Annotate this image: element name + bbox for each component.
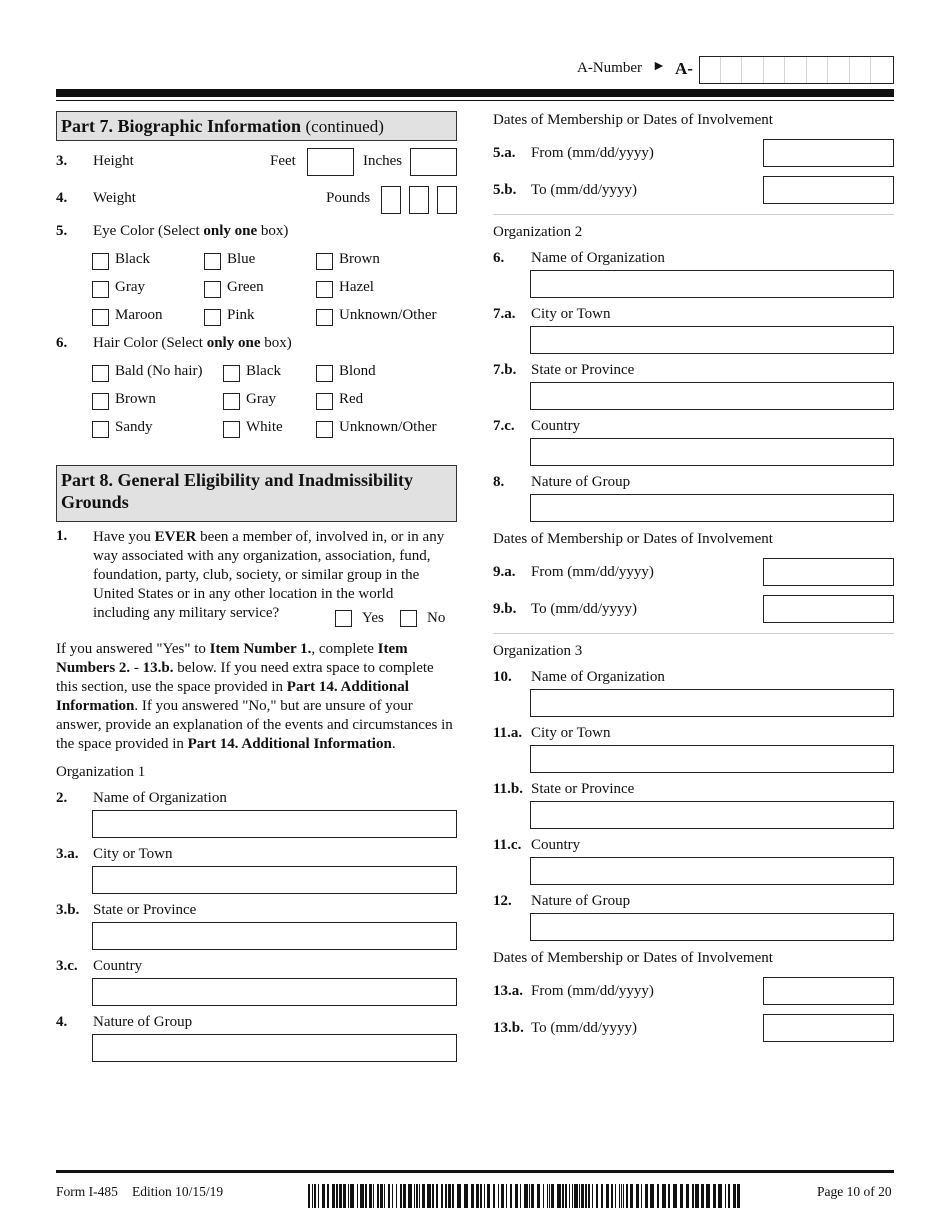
option-label: Blue [227,251,256,267]
org3-state-input[interactable] [530,801,894,829]
item-number: 13.a. [493,983,523,999]
option-label: Brown [339,251,380,267]
option-label: Red [339,391,364,407]
option-label: Bald (No hair) [115,363,203,379]
org3-from-date-input[interactable] [763,977,894,1005]
divider [493,214,894,215]
eye-pink-checkbox[interactable] [204,309,221,326]
org3-nature-input[interactable] [530,913,894,941]
membership-yes-checkbox[interactable] [335,610,352,627]
item-number: 2. [56,790,68,806]
option-label: White [246,419,283,435]
org3-city-input[interactable] [530,745,894,773]
org2-from-label: From (mm/dd/yyyy) [531,564,654,580]
org1-state-label: State or Province [93,902,197,918]
inches-label: Inches [363,153,403,169]
org1-country-label: Country [93,958,143,974]
org3-state-label: State or Province [531,781,635,797]
eye-black-checkbox[interactable] [92,253,109,270]
a-number-input[interactable] [699,56,894,84]
item-number: 3.c. [56,958,78,974]
org3-heading: Organization 3 [493,643,583,659]
org3-name-label: Name of Organization [531,669,665,685]
hair-bald-checkbox[interactable] [92,365,109,382]
item-number: 11.b. [493,781,524,797]
item-number: 1. [56,528,68,544]
form-edition: Edition 10/15/19 [132,1184,224,1199]
barcode-graphic [308,1184,742,1208]
membership-question: Have you EVER been a member of, involved in, or in any way associated with any organization, association, fund, foundation, party, club, society, or similar group in the United States or in any other location in the world including any military service? [93,529,445,621]
option-label: Gray [246,391,276,407]
item-number: 9.a. [493,564,516,580]
item-number: 6. [56,335,68,351]
option-label: Gray [115,279,145,295]
header-rule [56,89,894,97]
item-number: 5.b. [493,182,517,198]
item-number: 8. [493,474,505,490]
eye-brown-checkbox[interactable] [316,253,333,270]
option-label: Unknown/Other [339,307,437,323]
org1-state-input[interactable] [92,922,457,950]
org1-city-input[interactable] [92,866,457,894]
item-number: 5. [56,223,68,239]
org3-name-input[interactable] [530,689,894,717]
org3-dates-heading: Dates of Membership or Dates of Involvement [493,950,773,966]
a-number-prefix: A- [675,59,693,78]
org3-country-input[interactable] [530,857,894,885]
hair-black-checkbox[interactable] [223,365,240,382]
org1-from-label: From (mm/dd/yyyy) [531,145,654,161]
item-number: 11.a. [493,725,523,741]
item-number: 4. [56,1014,68,1030]
eye-maroon-checkbox[interactable] [92,309,109,326]
org1-to-label: To (mm/dd/yyyy) [531,182,638,198]
weight-digit-2-input[interactable] [409,186,429,214]
org3-from-label: From (mm/dd/yyyy) [531,983,654,999]
item-number: 6. [493,250,505,266]
org2-city-label: City or Town [531,306,611,322]
org2-city-input[interactable] [530,326,894,354]
org1-name-label: Name of Organization [93,790,227,806]
org1-nature-label: Nature of Group [93,1014,193,1030]
weight-digit-1-input[interactable] [381,186,401,214]
hair-red-checkbox[interactable] [316,393,333,410]
option-label: Sandy [115,419,153,435]
item-number: 13.b. [493,1020,524,1036]
hair-color-label: Hair Color (Select only one box) [93,335,292,351]
eye-color-label: Eye Color (Select only one box) [93,223,289,239]
item-number: 3.b. [56,902,80,918]
org3-nature-label: Nature of Group [531,893,631,909]
hair-blond-checkbox[interactable] [316,365,333,382]
weight-label: Weight [93,190,136,206]
org1-nature-input[interactable] [92,1034,457,1062]
instructions-paragraph: If you answered "Yes" to Item Number 1., complete Item Numbers 2. - 13.b. below. If you need extra space to complete this section, use the space provided in Part 14. Additional Information. If you answered "No," but are unsure of your answer, provide an explanation of the events and circumstances in the space provided in Part 14. Additional Information. [56,641,453,752]
weight-digit-3-input[interactable] [437,186,457,214]
page-number: Page 10 of 20 [817,1184,892,1199]
org2-to-date-input[interactable] [763,595,894,623]
org1-heading: Organization 1 [56,764,146,780]
height-label: Height [93,153,134,169]
option-label: Black [115,251,150,267]
org2-dates-heading: Dates of Membership or Dates of Involvement [493,531,773,547]
option-label: Brown [115,391,156,407]
part8-heading: Part 8. General Eligibility and Inadmissibility Grounds [56,465,457,522]
eye-unknown-checkbox[interactable] [316,309,333,326]
header-rule-thin [56,100,894,101]
hair-gray-checkbox[interactable] [223,393,240,410]
hair-unknown-checkbox[interactable] [316,421,333,438]
height-feet-input[interactable] [307,148,354,176]
yes-label: Yes [362,610,384,626]
org2-heading: Organization 2 [493,224,583,240]
option-label: Unknown/Other [339,419,437,435]
org1-name-input[interactable] [92,810,457,838]
part7-heading: Part 7. Biographic Information (continued) [56,111,457,141]
org3-city-label: City or Town [531,725,611,741]
org2-nature-label: Nature of Group [531,474,631,490]
feet-label: Feet [270,153,296,169]
option-label: Black [246,363,281,379]
org1-from-date-input[interactable] [763,139,894,167]
item-number: 3.a. [56,846,79,862]
option-label: Maroon [115,307,163,323]
divider [493,633,894,634]
org1-to-date-input[interactable] [763,176,894,204]
a-number-label: A-Number [577,60,642,76]
form-number: Form I-485 [56,1184,118,1199]
org2-country-label: Country [531,418,581,434]
eye-green-checkbox[interactable] [204,281,221,298]
org1-country-input[interactable] [92,978,457,1006]
item-number: 10. [493,669,512,685]
org2-state-label: State or Province [531,362,635,378]
option-label: Hazel [339,279,374,295]
eye-gray-checkbox[interactable] [92,281,109,298]
item-number: 3. [56,153,68,169]
item-number: 4. [56,190,68,206]
item-number: 7.a. [493,306,516,322]
org2-country-input[interactable] [530,438,894,466]
no-label: No [427,610,446,626]
org2-nature-input[interactable] [530,494,894,522]
item-number: 9.b. [493,601,517,617]
item-number: 11.c. [493,837,522,853]
org3-country-label: Country [531,837,581,853]
membership-no-checkbox[interactable] [400,610,417,627]
option-label: Pink [227,307,255,323]
option-label: Blond [339,363,376,379]
org2-state-input[interactable] [530,382,894,410]
hair-sandy-checkbox[interactable] [92,421,109,438]
footer-rule [56,1170,894,1173]
org2-from-date-input[interactable] [763,558,894,586]
org1-dates-heading: Dates of Membership or Dates of Involvement [493,112,773,128]
org2-to-label: To (mm/dd/yyyy) [531,601,638,617]
eye-hazel-checkbox[interactable] [316,281,333,298]
item-number: 12. [493,893,512,909]
arrow-right-icon: ► [652,59,666,74]
item-number: 7.b. [493,362,517,378]
height-inches-input[interactable] [410,148,457,176]
option-label: Green [227,279,264,295]
item-number: 7.c. [493,418,515,434]
hair-brown-checkbox[interactable] [92,393,109,410]
org3-to-date-input[interactable] [763,1014,894,1042]
pounds-label: Pounds [326,190,371,206]
org2-name-label: Name of Organization [531,250,665,266]
item-number: 5.a. [493,145,516,161]
eye-blue-checkbox[interactable] [204,253,221,270]
org3-to-label: To (mm/dd/yyyy) [531,1020,638,1036]
hair-white-checkbox[interactable] [223,421,240,438]
org1-city-label: City or Town [93,846,173,862]
org2-name-input[interactable] [530,270,894,298]
